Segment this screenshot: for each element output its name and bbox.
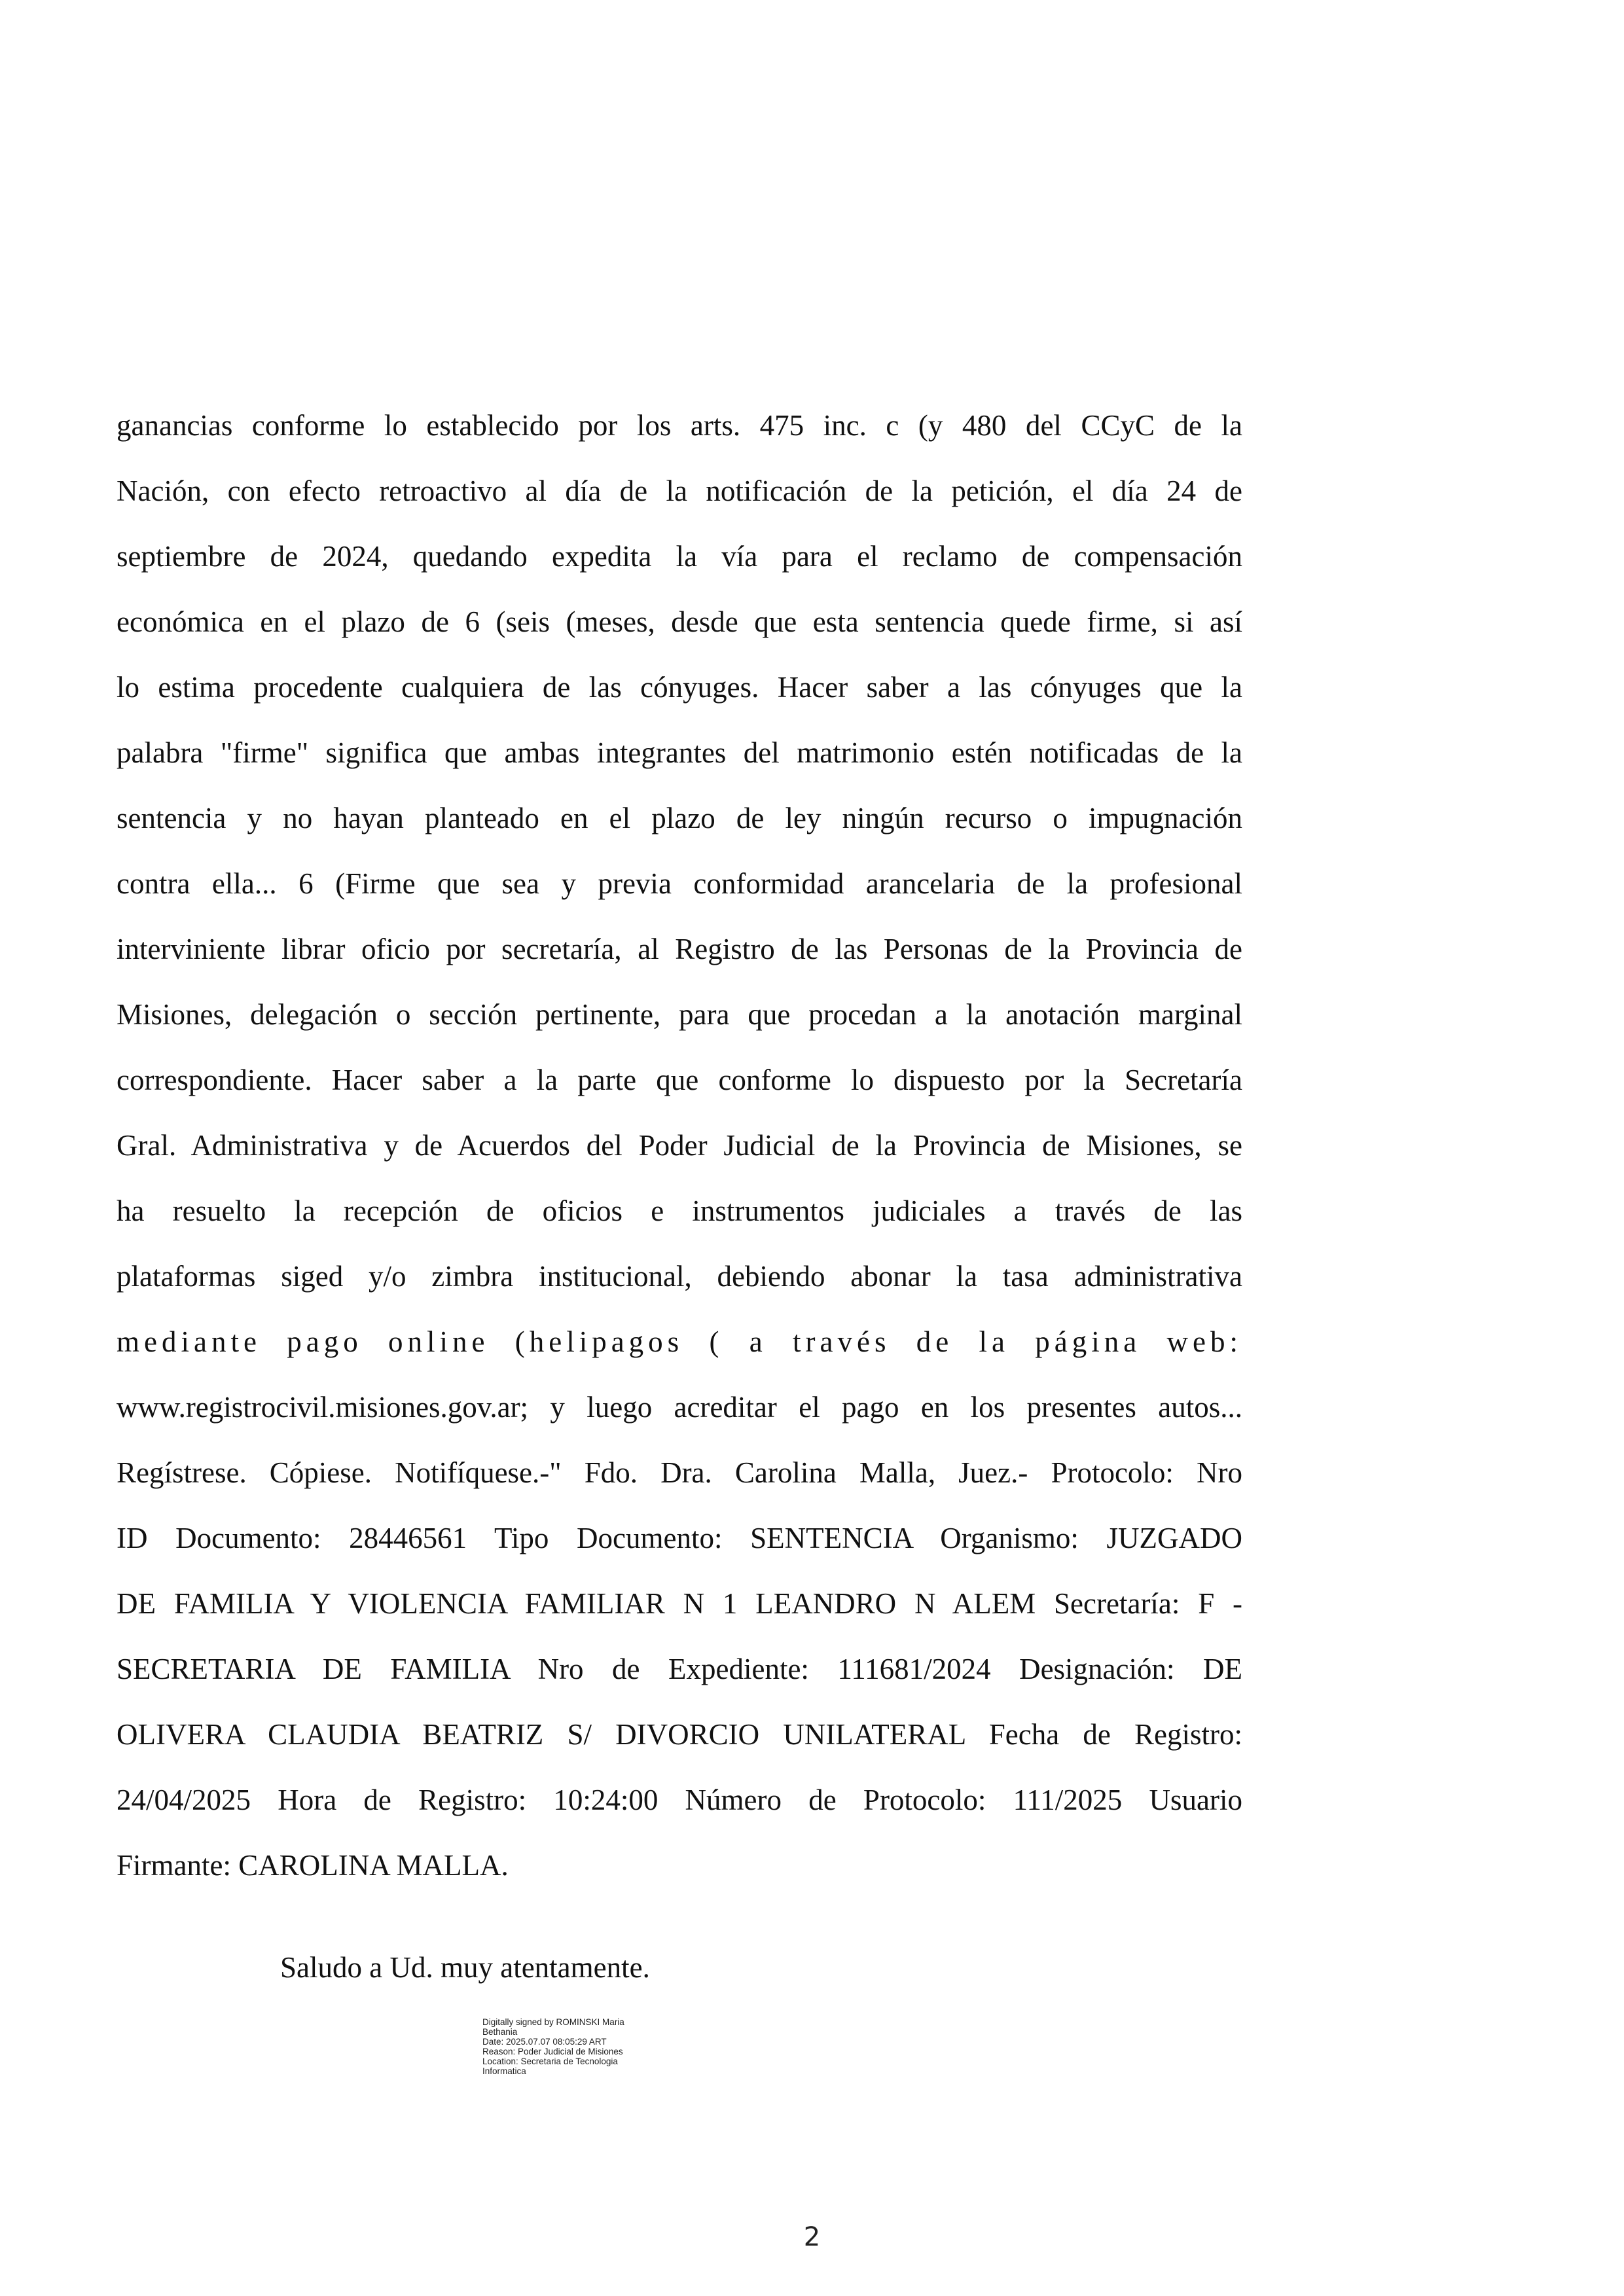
paragraph-line: ID Documento: 28446561 Tipo Documento: SENTENCIA Organismo: JUZGADO	[117, 1522, 1242, 1554]
paragraph-line: septiembre de 2024, quedando expedita la vía para el reclamo de compensación	[117, 540, 1242, 573]
paragraph-line: Misiones, delegación o sección pertinente, para que procedan a la anotación marginal	[117, 998, 1242, 1031]
paragraph-line: Gral. Administrativa y de Acuerdos del Poder Judicial de la Provincia de Misiones, se	[117, 1129, 1242, 1162]
paragraph-line: Regístrese. Cópiese. Notifíquese.-" Fdo. Dra. Carolina Malla, Juez.- Protocolo: Nro	[117, 1456, 1242, 1489]
paragraph-line: 24/04/2025 Hora de Registro: 10:24:00 Número de Protocolo: 111/2025 Usuario	[117, 1784, 1242, 1816]
paragraph-line: Nación, con efecto retroactivo al día de la notificación de la petición, el día 24 de	[117, 475, 1242, 507]
paragraph-line: palabra "firme" significa que ambas integrantes del matrimonio estén notificadas de la	[117, 736, 1242, 769]
paragraph-line: OLIVERA CLAUDIA BEATRIZ S/ DIVORCIO UNILATERAL Fecha de Registro:	[117, 1718, 1242, 1751]
paragraph-line: lo estima procedente cualquiera de las cónyuges. Hacer saber a las cónyuges que la	[117, 671, 1242, 704]
paragraph-line: plataformas siged y/o zimbra institucional, debiendo abonar la tasa administrativa	[117, 1260, 1242, 1293]
paragraph-line: sentencia y no hayan planteado en el plazo de ley ningún recurso o impugnación	[117, 802, 1242, 834]
paragraph-line: ganancias conforme lo establecido por los arts. 475 inc. c (y 480 del CCyC de la	[117, 409, 1242, 442]
signature-line: Reason: Poder Judicial de Misiones	[482, 2047, 623, 2056]
signature-line: Bethania	[482, 2027, 518, 2037]
paragraph-line: mediante pago online (helipagos ( a través de la página web:	[117, 1325, 1242, 1358]
paragraph-line: Firmante: CAROLINA MALLA.	[117, 1849, 509, 1882]
paragraph-line: ha resuelto la recepción de oficios e instrumentos judiciales a través de las	[117, 1194, 1242, 1227]
paragraph-line: www.registrocivil.misiones.gov.ar; y luego acreditar el pago en los presentes autos...	[117, 1391, 1242, 1424]
paragraph-line: económica en el plazo de 6 (seis (meses, desde que esta sentencia quede firme, si así	[117, 605, 1242, 638]
paragraph-line: contra ella... 6 (Firme que sea y previa conformidad arancelaria de la profesional	[117, 867, 1242, 900]
closing-salutation: Saludo a Ud. muy atentamente.	[280, 1951, 650, 1984]
paragraph-line: interviniente librar oficio por secretaría, al Registro de las Personas de la Provincia de	[117, 933, 1242, 965]
signature-line: Informatica	[482, 2066, 526, 2076]
page-number: 2	[803, 2222, 821, 2252]
signature-line: Date: 2025.07.07 08:05:29 ART	[482, 2037, 607, 2047]
paragraph-line: DE FAMILIA Y VIOLENCIA FAMILIAR N 1 LEANDRO N ALEM Secretaría: F -	[117, 1587, 1242, 1620]
paragraph-line: correspondiente. Hacer saber a la parte que conforme lo dispuesto por la Secretaría	[117, 1064, 1242, 1096]
digital-signature-block	[482, 2017, 624, 2076]
paragraph-line: SECRETARIA DE FAMILIA Nro de Expediente: 111681/2024 Designación: DE	[117, 1653, 1242, 1685]
signature-line: Digitally signed by ROMINSKI Maria	[482, 2017, 624, 2027]
signature-line: Location: Secretaria de Tecnologia	[482, 2056, 618, 2066]
body-paragraph	[117, 393, 1242, 1898]
